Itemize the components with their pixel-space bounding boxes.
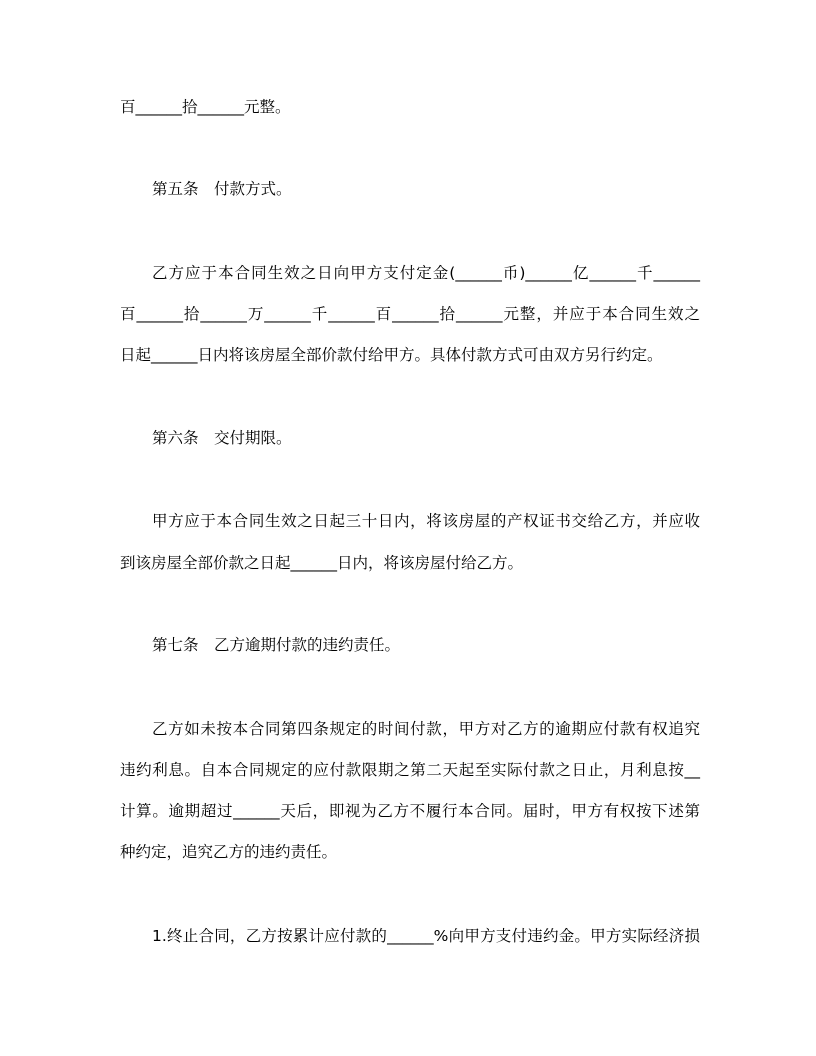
list-item: 1.终止合同，乙方按累计应付款的______%向甲方支付违约金。甲方实际经济损	[152, 927, 700, 945]
paragraph-line: 日起______日内将该房屋全部价款付给甲方。具体付款方式可由双方另行约定。	[120, 346, 663, 364]
section-heading: 第七条 乙方逾期付款的违约责任。	[152, 636, 401, 654]
paragraph-line: 乙方应于本合同生效之日向甲方支付定金(______币)______亿______千______	[152, 264, 700, 282]
text-line: 百______拾______元整。	[120, 98, 291, 116]
paragraph-line: 违约利息。自本合同规定的应付款限期之第二天起至实际付款之日止，月利息按__	[120, 761, 700, 779]
paragraph-line: 计算。逾期超过______天后，即视为乙方不履行本合同。届时，甲方有权按下述第	[120, 802, 700, 820]
paragraph-line: 百______拾______万______千______百______拾______元整，并应于本合同生效之	[120, 305, 700, 323]
paragraph-line: 种约定，追究乙方的违约责任。	[120, 843, 338, 861]
paragraph-line: 到该房屋全部价款之日起______日内，将该房屋付给乙方。	[120, 554, 524, 572]
paragraph-line: 甲方应于本合同生效之日起三十日内，将该房屋的产权证书交给乙方，并应收	[152, 512, 700, 530]
section-heading: 第五条 付款方式。	[152, 180, 292, 198]
paragraph-line: 乙方如未按本合同第四条规定的时间付款，甲方对乙方的逾期应付款有权追究	[152, 720, 700, 738]
section-heading: 第六条 交付期限。	[152, 429, 292, 447]
